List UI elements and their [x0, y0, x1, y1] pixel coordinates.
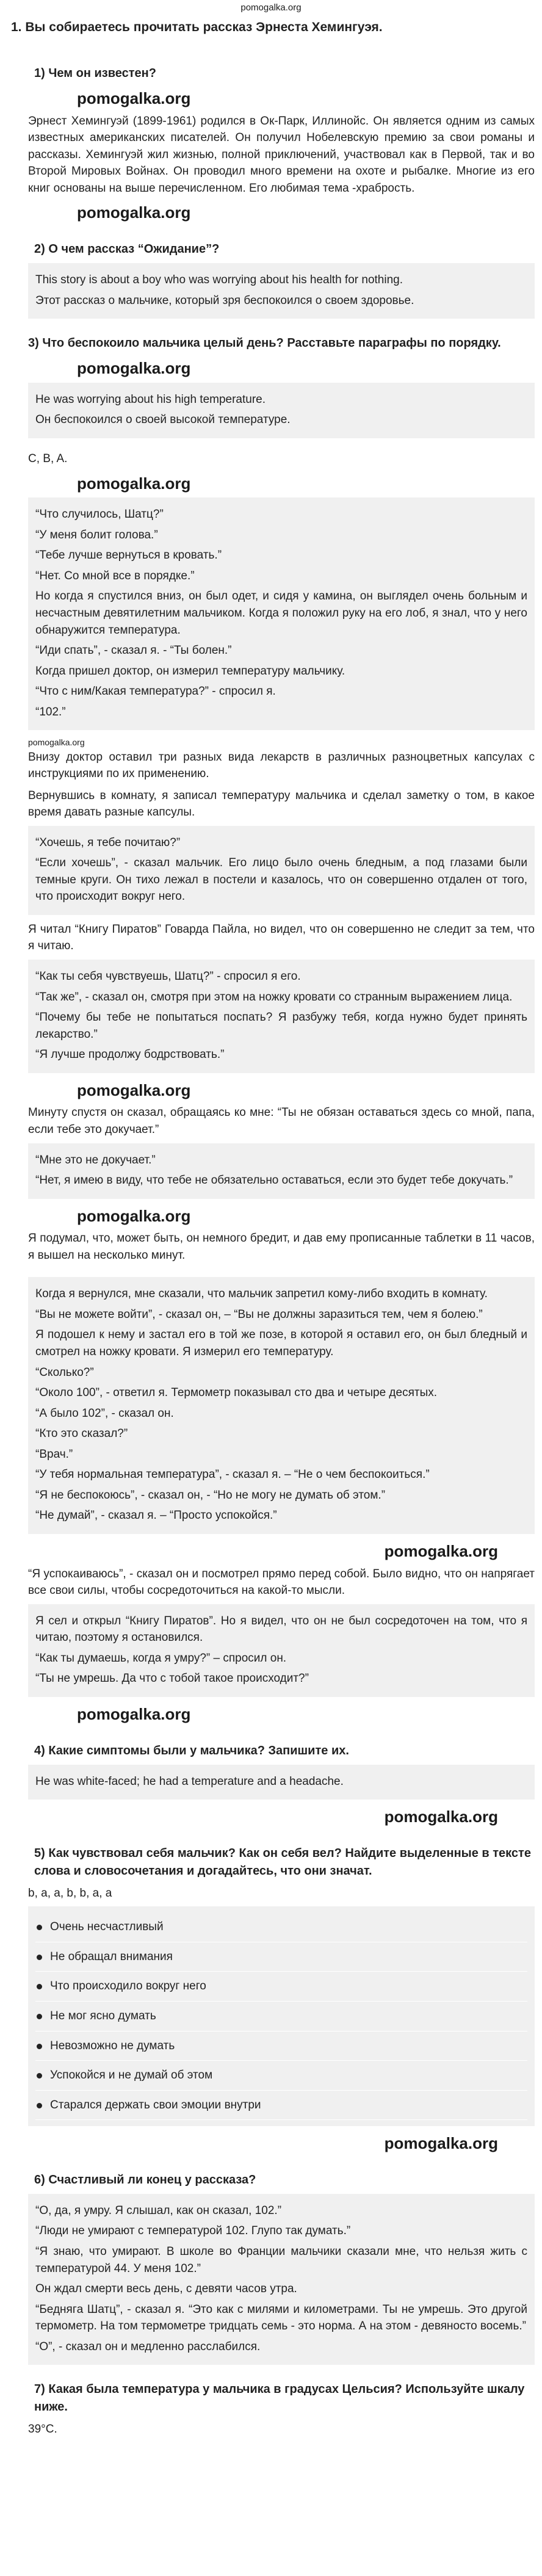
- story-paragraph: “Мне это не докучает.”: [35, 1153, 156, 1167]
- document-content: [28, 49, 535, 2443]
- story-paragraph: “Около 100”, - ответил я. Термометр показывал сто два и четыре десятых.: [35, 1386, 438, 1400]
- list-item: Не обращал внимания: [35, 1942, 527, 1972]
- question-3-answer-en: He was worrying about his high temperature.: [35, 393, 266, 406]
- story-part-4: [28, 1143, 535, 1199]
- story-paragraph: Я сел и открыл “Книгу Пиратов”. Но я видел, что он не был сосредоточен на том, что я читаю, поэтому я остановился.: [35, 1614, 527, 1644]
- question-4-answer-panel: [28, 1765, 535, 1800]
- list-item: Невозможно не думать: [35, 2031, 527, 2061]
- story-paragraph: “О, да, я умру. Я слышал, как он сказал, 102.”: [35, 2204, 282, 2217]
- story-paragraph: Внизу доктор оставил три разных вида лекарств в различных разноцветных капсулах с инструкциями по их применению.: [28, 750, 535, 781]
- watermark: pomogalka.org: [77, 359, 191, 378]
- question-2-answer-ru: Этот рассказ о мальчике, который зря беспокоился о своем здоровье.: [35, 294, 414, 307]
- question-4-title: 4) Какие симптомы были у мальчика? Запишите их.: [34, 1743, 349, 1757]
- story-paragraph: “Почему бы тебе не попытаться поспать? Я разбужу тебя, когда нужно будет принять лекарство.”: [35, 1011, 527, 1041]
- story-part-2: [28, 826, 535, 915]
- watermark: pomogalka.org: [77, 1080, 191, 1099]
- question-3-order: C, B, A.: [28, 452, 68, 465]
- question-5-title: 5) Как чувствовал себя мальчик? Как он себя вел? Найдите выделенные в тексте слова и словосочетания и догадайтесь, что они значат.: [34, 1846, 531, 1878]
- story-paragraph: “У меня болит голова.”: [35, 528, 158, 541]
- list-item: Успокойся и не думай об этом: [35, 2061, 527, 2091]
- story-paragraph: Я подумал, что, может быть, он немного бредит, и дав ему прописанные таблетки в 11 часов, я вышел на несколько минут.: [28, 1232, 535, 1262]
- question-1-answer: Эрнест Хемингуэй (1899-1961) родился в Ок-Парк, Иллинойс. Он является одним из самых известных американских писателей. Он получил Нобелевскую премию за свои романы и рассказы. Хемингуэй жил жизнью, полной приключений, участвовал как в Первой, так и во Второй Мировых Войнах. Он проводил много времени на охоте и рыбалке. Многие из его книг основаны на выше перечисленном. Его любимая тема -храбрость.: [28, 114, 535, 195]
- question-2-answer-en: This story is about a boy who was worrying about his health for nothing.: [35, 273, 403, 287]
- watermark: pomogalka.org: [77, 1704, 191, 1723]
- question-6-title: 6) Счастливый ли конец у рассказа?: [34, 2173, 256, 2187]
- question-5-list: [35, 1912, 527, 2120]
- story-paragraph: “Беднягa Шатц”, - сказал я. “Это как с милями и километрами. Ты не умрешь. Это другой термометр. На том термометре тридцать семь - это норма. А на этом - девяносто восемь.”: [35, 2303, 527, 2333]
- story-paragraph: “Если хочешь”, - сказал мальчик. Его лицо было очень бледным, а под глазами были темные круги. Он тихо лежал в постели и казалось, что он совершенно отдален от того, что происходит вокруг него.: [35, 856, 527, 903]
- question-3-answer-ru: Он беспокоился о своей высокой температуре.: [35, 413, 291, 427]
- list-item: Очень несчастливый: [35, 1912, 527, 1942]
- story-paragraph: “Ты не умрешь. Да что с тобой такое происходит?”: [35, 1672, 309, 1685]
- question-4-answer: He was white-faced; he had a temperature and a headache.: [35, 1775, 344, 1788]
- story-paragraph: “Как ты себя чувствуешь, Шатц?” - спросил я его.: [35, 970, 301, 983]
- story-part-3: [28, 960, 535, 1073]
- story-paragraph: “Сколько?”: [35, 1366, 94, 1379]
- story-paragraph: “Хочешь, я тебе почитаю?”: [35, 836, 181, 849]
- story-paragraph: “Я знаю, что умирают. В школе во Франции мальчики сказали мне, что нельзя жить с температурой 44. У меня 102.”: [35, 2245, 527, 2275]
- story-paragraph: Он ждал смерти весь день, с девяти часов утра.: [35, 2282, 297, 2296]
- watermark: pomogalka.org: [28, 737, 85, 748]
- question-1-title: 1) Чем он известен?: [34, 67, 156, 80]
- story-paragraph: “Не думай”, - сказал я. – “Просто успокойся.”: [35, 1509, 277, 1522]
- task-heading: 1. Вы собираетесь прочитать рассказ Эрнеста Хемингуэя.: [11, 20, 383, 34]
- watermark: pomogalka.org: [384, 2134, 498, 2153]
- question-2-title: 2) О чем рассказ “Ожидание”?: [34, 242, 220, 256]
- story-paragraph: “Люди не умирают с температурой 102. Глупо так думать.”: [35, 2224, 351, 2238]
- question-7-answer: 39°С.: [28, 2423, 57, 2436]
- story-paragraph: “Как ты думаешь, когда я умру?” – спросил он.: [35, 1651, 287, 1665]
- story-paragraph: “Я не беспокоюсь”, - сказал он, - “Но не могу не думать об этом.”: [35, 1488, 386, 1502]
- story-paragraph: “О”, - сказал он и медленно расслабился.: [35, 2340, 261, 2353]
- story-paragraph: “Что случилось, Шатц?”: [35, 508, 164, 521]
- story-part-5: [28, 1277, 535, 1534]
- question-7-title: 7) Какая была температура у мальчика в градусах Цельсия? Используйте шкалу ниже.: [34, 2382, 525, 2414]
- watermark: pomogalka.org: [384, 1807, 498, 1826]
- story-paragraph: Вернувшись в комнату, я записал температуру мальчика и сделал заметку о том, в какое время давать разные капсулы.: [28, 789, 535, 819]
- story-paragraph: “Я успокаиваюсь”, - сказал он и посмотрел прямо перед собой. Было видно, что он напрягает все свои силы, чтобы сосредоточиться на какой-то мысли.: [28, 1567, 535, 1597]
- question-6-answer-panel: [28, 2194, 535, 2365]
- story-paragraph: “Что с ним/Какая температура?” - спросил я.: [35, 685, 276, 698]
- story-part-6: [28, 1604, 535, 1697]
- watermark: pomogalka.org: [77, 203, 191, 222]
- watermark: pomogalka.org: [77, 474, 191, 493]
- question-5-letters: b, a, a, b, b, a, a: [28, 1886, 112, 1900]
- story-paragraph: “102.”: [35, 705, 66, 718]
- question-3-title: 3) Что беспокоило мальчика целый день? Расставьте параграфы по порядку.: [28, 336, 501, 350]
- story-paragraph: “Нет. Со мной все в порядке.”: [35, 569, 195, 582]
- story-paragraph: “Кто это сказал?”: [35, 1427, 128, 1441]
- story-paragraph: “Нет, я имею в виду, что тебе не обязательно оставаться, если это будет тебе докучать.”: [35, 1174, 513, 1187]
- story-paragraph: “Иди спать”, - сказал я. - “Ты болен.”: [35, 644, 232, 657]
- watermark: pomogalka.org: [384, 1541, 498, 1560]
- story-paragraph: “Я лучше продолжу бодрствовать.”: [35, 1048, 225, 1062]
- watermark: pomogalka.org: [77, 1206, 191, 1225]
- story-part-1: [28, 497, 535, 730]
- site-watermark-top[interactable]: pomogalka.org: [240, 2, 302, 13]
- story-paragraph: “Врач.”: [35, 1447, 73, 1461]
- story-paragraph: Но когда я спустился вниз, он был одет, и сидя у камина, он выглядел очень больным и несчастным девятилетним мальчиком. Когда я положил руку на его лоб, я знал, что у него обнаружится температура.: [35, 590, 527, 637]
- story-paragraph: Я читал “Книгу Пиратов” Говарда Пайла, но видел, что он совершенно не следит за тем, что я читаю.: [28, 922, 535, 953]
- story-paragraph: “Вы не можете войти”, - сказал он, – “Вы не должны заразиться тем, чем я болею.”: [35, 1308, 483, 1321]
- story-paragraph: “У тебя нормальная температура”, - сказал я. – “Не о чем беспокоиться.”: [35, 1468, 430, 1482]
- story-paragraph: “Тебе лучше вернуться в кровать.”: [35, 549, 222, 562]
- list-item: Не мог ясно думать: [35, 2002, 527, 2031]
- story-paragraph: Когда я вернулся, мне сказали, что мальчик запретил кому-либо входить в комнату.: [35, 1287, 488, 1301]
- question-5-answer-panel: [28, 1906, 535, 2126]
- question-3-answer-panel: [28, 383, 535, 438]
- list-item: Что происходило вокруг него: [35, 1972, 527, 2002]
- list-item: Старался держать свои эмоции внутри: [35, 2091, 527, 2121]
- story-paragraph: “А было 102”, - сказал он.: [35, 1406, 174, 1420]
- story-paragraph: Когда пришел доктор, он измерил температуру мальчику.: [35, 664, 345, 678]
- story-paragraph: “Так же”, - сказал он, смотря при этом на ножку кровати со странным выражением лица.: [35, 990, 513, 1004]
- story-paragraph: Минуту спустя он сказал, обращаясь ко мне: “Ты не обязан оставаться здесь со мной, папа, если тебе это докучает.”: [28, 1106, 535, 1136]
- question-2-answer-panel: [28, 263, 535, 319]
- story-paragraph: Я подошел к нему и застал его в той же позе, в которой я оставил его, он был бледный и смотрел на ножку кровати. Я измерил его температуру.: [35, 1328, 527, 1359]
- watermark: pomogalka.org: [77, 89, 191, 107]
